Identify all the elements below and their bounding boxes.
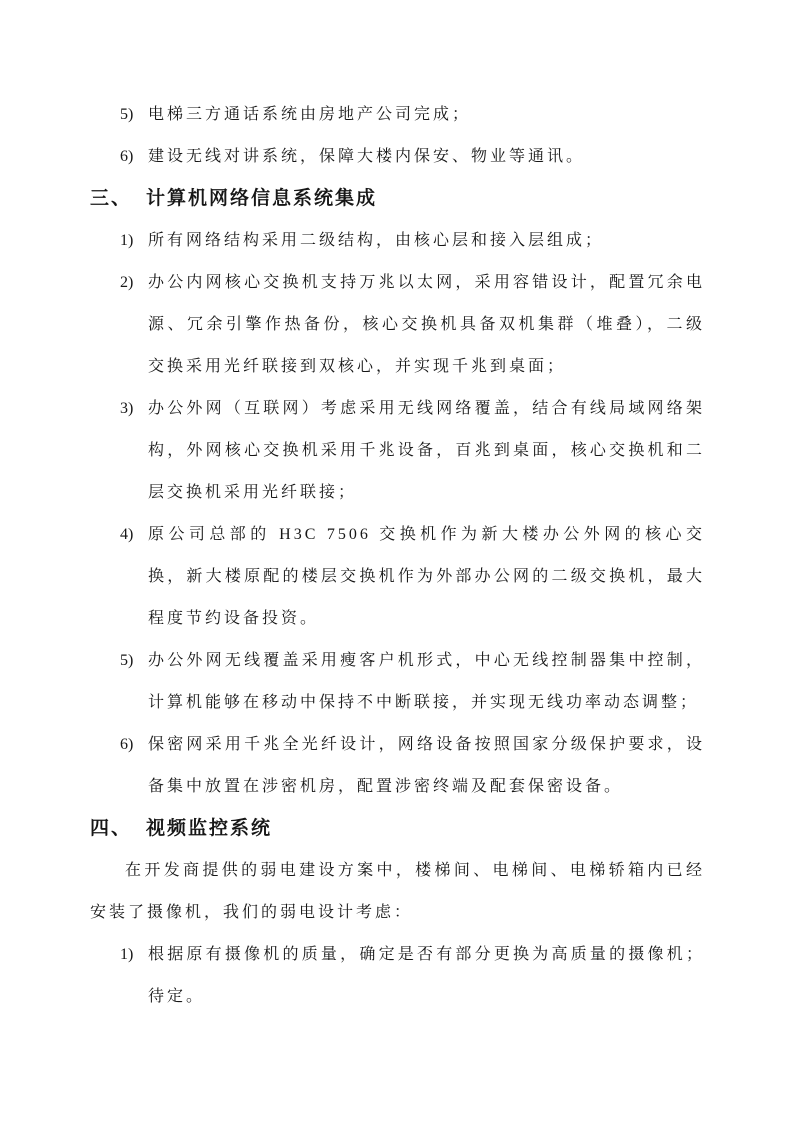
list-item bbox=[90, 136, 705, 178]
list-item bbox=[90, 262, 705, 388]
list-item-number: 6) bbox=[120, 148, 134, 165]
list-item bbox=[90, 640, 705, 724]
list-item-text: 保密网采用千兆全光纤设计，网络设备按照国家分级保护要求，设备集中放置在涉密机房，配置涉密终端及配套保密设备。 bbox=[148, 736, 705, 795]
list-item-text: 办公内网核心交换机支持万兆以太网，采用容错设计，配置冗余电源、冗余引擎作热备份，核心交换机具备双机集群（堆叠），二级交换采用光纤联接到双核心，并实现千兆到桌面； bbox=[148, 274, 705, 375]
section-title: 计算机网络信息系统集成 bbox=[146, 188, 378, 209]
list-item bbox=[90, 220, 705, 262]
list-item bbox=[90, 514, 705, 640]
list-item-number: 1) bbox=[120, 946, 134, 963]
section-heading bbox=[90, 178, 705, 220]
list-item-text: 根据原有摄像机的质量，确定是否有部分更换为高质量的摄像机；待定。 bbox=[148, 946, 705, 1005]
list-item bbox=[90, 388, 705, 514]
list-item-text: 电梯三方通话系统由房地产公司完成； bbox=[148, 106, 472, 123]
list-item-number: 5) bbox=[120, 106, 134, 123]
paragraph: 在开发商提供的弱电建设方案中，楼梯间、电梯间、电梯轿箱内已经安装了摄像机，我们的弱电设计考虑： bbox=[90, 862, 705, 921]
list-item-number: 6) bbox=[120, 736, 134, 753]
list-item-number: 3) bbox=[120, 400, 134, 417]
list-item bbox=[90, 934, 705, 1018]
section-number: 四、 bbox=[90, 818, 133, 839]
list-item-text: 建设无线对讲系统，保障大楼内保安、物业等通讯。 bbox=[148, 148, 586, 165]
document-content bbox=[90, 94, 705, 1018]
list-item-text: 所有网络结构采用二级结构，由核心层和接入层组成； bbox=[148, 232, 605, 249]
list-item-number: 5) bbox=[120, 652, 134, 669]
list-item bbox=[90, 724, 705, 808]
list-item-number: 4) bbox=[120, 526, 134, 543]
section-number: 三、 bbox=[90, 188, 133, 209]
section-heading bbox=[90, 808, 705, 850]
list-item-text: 原公司总部的 H3C 7506 交换机作为新大楼办公外网的核心交换，新大楼原配的楼层交换机作为外部办公网的二级交换机，最大程度节约设备投资。 bbox=[148, 526, 705, 627]
list-item-number: 2) bbox=[120, 274, 134, 291]
list-item-text: 办公外网无线覆盖采用瘦客户机形式，中心无线控制器集中控制，计算机能够在移动中保持不中断联接，并实现无线功率动态调整； bbox=[148, 652, 705, 711]
list-item bbox=[90, 94, 705, 136]
list-item-text: 办公外网（互联网）考虑采用无线网络覆盖，结合有线局域网络架构，外网核心交换机采用千兆设备，百兆到桌面，核心交换机和二层交换机采用光纤联接； bbox=[148, 400, 705, 501]
list-item-number: 1) bbox=[120, 232, 134, 249]
section-title: 视频监控系统 bbox=[146, 818, 273, 839]
